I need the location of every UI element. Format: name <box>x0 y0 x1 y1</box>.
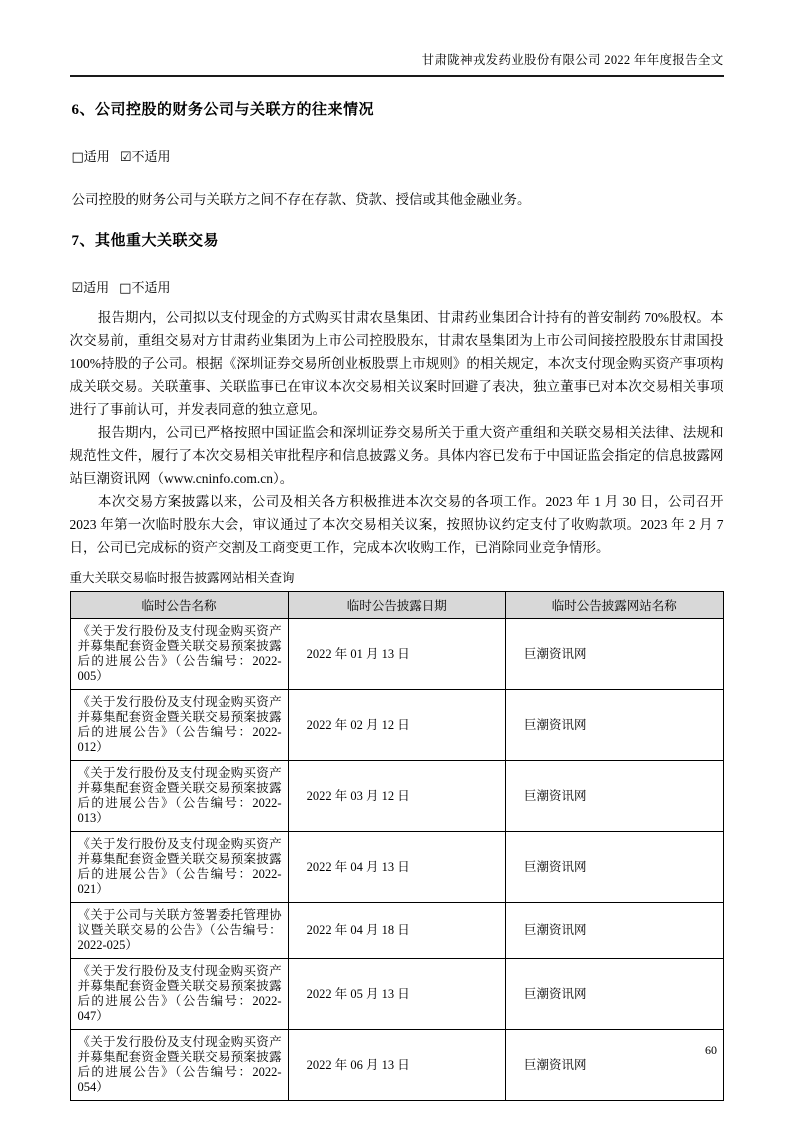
section-6-body: 公司控股的财务公司与关联方之间不存在存款、贷款、授信或其他金融业务。 <box>71 192 531 207</box>
website-cell: 巨潮资讯网 <box>506 959 723 1030</box>
not-applicable-option <box>120 149 171 164</box>
disclosure-date-cell: 2022 年 01 月 13 日 <box>288 619 505 690</box>
table-row <box>70 903 723 959</box>
not-applicable-label: 不适用 <box>131 149 171 164</box>
disclosure-date-cell: 2022 年 06 月 13 日 <box>288 1030 505 1101</box>
paragraph: 本次交易方案披露以来，公司及相关各方积极推进本次交易的各项工作。2023 年 1 月 30 日，公司召开 2023 年第一次临时股东大会，审议通过了本次交易相关议案，按照协议约定支付了收购款项。2023 年 2 月 7 日，公司已完成标的资产交割及工商变更工作，完成本次收购工作，已消除同业竞争情形。 <box>69 494 724 555</box>
applicable-label: 适用 <box>83 280 110 295</box>
website-cell: 巨潮资讯网 <box>506 903 723 959</box>
table-row <box>70 761 723 832</box>
website-cell: 巨潮资讯网 <box>506 619 723 690</box>
checkbox-unchecked-icon: □ <box>119 281 132 296</box>
section-7-heading: 7、其他重大关联交易 <box>71 233 220 249</box>
section-6-heading: 6、公司控股的财务公司与关联方的往来情况 <box>71 102 375 118</box>
website-cell: 巨潮资讯网 <box>506 832 723 903</box>
announcement-name-cell: 《关于发行股份及支付现金购买资产并募集配套资金暨关联交易预案披露后的进展公告》（公告编号：2022-047） <box>70 959 288 1030</box>
disclosure-date-cell: 2022 年 03 月 12 日 <box>288 761 505 832</box>
applicable-option <box>72 280 110 295</box>
not-applicable-label: 不适用 <box>131 280 171 295</box>
column-header: 临时公告名称 <box>70 592 288 619</box>
section-7-applicability <box>72 277 724 296</box>
website-cell: 巨潮资讯网 <box>506 690 723 761</box>
announcement-name-cell: 《关于发行股份及支付现金购买资产并募集配套资金暨关联交易预案披露后的进展公告》（公告编号：2022-013） <box>70 761 288 832</box>
section-7-paragraphs <box>70 306 724 559</box>
announcements-table <box>70 591 724 1101</box>
announcement-name-cell: 《关于公司与关联方签署委托管理协议暨关联交易的公告》（公告编号：2022-025） <box>70 903 288 959</box>
disclosure-date-cell: 2022 年 04 月 13 日 <box>288 832 505 903</box>
table-header-row <box>70 592 723 619</box>
column-header: 临时公告披露日期 <box>288 592 505 619</box>
table-row <box>70 832 723 903</box>
checkbox-unchecked-icon: □ <box>71 150 84 165</box>
table-row <box>70 1030 723 1101</box>
disclosure-date-cell: 2022 年 02 月 12 日 <box>288 690 505 761</box>
table-row <box>70 619 723 690</box>
section-6-applicability <box>72 146 724 165</box>
table-row <box>70 959 723 1030</box>
announcement-name-cell: 《关于发行股份及支付现金购买资产并募集配套资金暨关联交易预案披露后的进展公告》（公告编号：2022-012） <box>70 690 288 761</box>
applicable-option <box>72 149 110 164</box>
not-applicable-option <box>119 280 170 295</box>
disclosure-date-cell: 2022 年 05 月 13 日 <box>288 959 505 1030</box>
table-caption: 重大关联交易临时报告披露网站相关查询 <box>69 571 295 585</box>
checkbox-checked-icon: ☑ <box>71 281 84 296</box>
website-cell: 巨潮资讯网 <box>506 761 723 832</box>
announcement-name-cell: 《关于发行股份及支付现金购买资产并募集配套资金暨关联交易预案披露后的进展公告》（公告编号：2022-021） <box>70 832 288 903</box>
page-header <box>70 0 724 77</box>
page-number: 60 <box>705 1043 717 1057</box>
report-title: 甘肃陇神戎发药业股份有限公司 2022 年年度报告全文 <box>421 53 724 67</box>
announcement-name-cell: 《关于发行股份及支付现金购买资产并募集配套资金暨关联交易预案披露后的进展公告》（公告编号：2022-054） <box>70 1030 288 1101</box>
checkbox-checked-icon: ☑ <box>119 150 132 165</box>
paragraph: 报告期内，公司已严格按照中国证监会和深圳证券交易所关于重大资产重组和关联交易相关法律、法规和规范性文件，履行了本次交易相关审批程序和信息披露义务。具体内容已发布于中国证监会指定的信息披露网站巨潮资讯网（www.cninfo.com.cn）。 <box>69 425 724 486</box>
disclosure-date-cell: 2022 年 04 月 18 日 <box>288 903 505 959</box>
announcement-name-cell: 《关于发行股份及支付现金购买资产并募集配套资金暨关联交易预案披露后的进展公告》（公告编号：2022-005） <box>70 619 288 690</box>
table-row <box>70 690 723 761</box>
applicable-label: 适用 <box>83 149 110 164</box>
column-header: 临时公告披露网站名称 <box>506 592 723 619</box>
website-cell: 巨潮资讯网 <box>506 1030 723 1101</box>
paragraph: 报告期内，公司拟以支付现金的方式购买甘肃农垦集团、甘肃药业集团合计持有的普安制药 70%股权。本次交易前，重组交易对方甘肃药业集团为上市公司控股股东，甘肃农垦集团为上市公司间接控股股东甘肃国投 100%持股的子公司。根据《深圳证券交易所创业板股票上市规则》的相关规定，本次支付现金购买资产事项构成关联交易。关联董事、关联监事已在审议本次交易相关议案时回避了表决，独立董事已对本次交易相关事项进行了事前认可，并发表同意的独立意见。 <box>69 310 724 417</box>
